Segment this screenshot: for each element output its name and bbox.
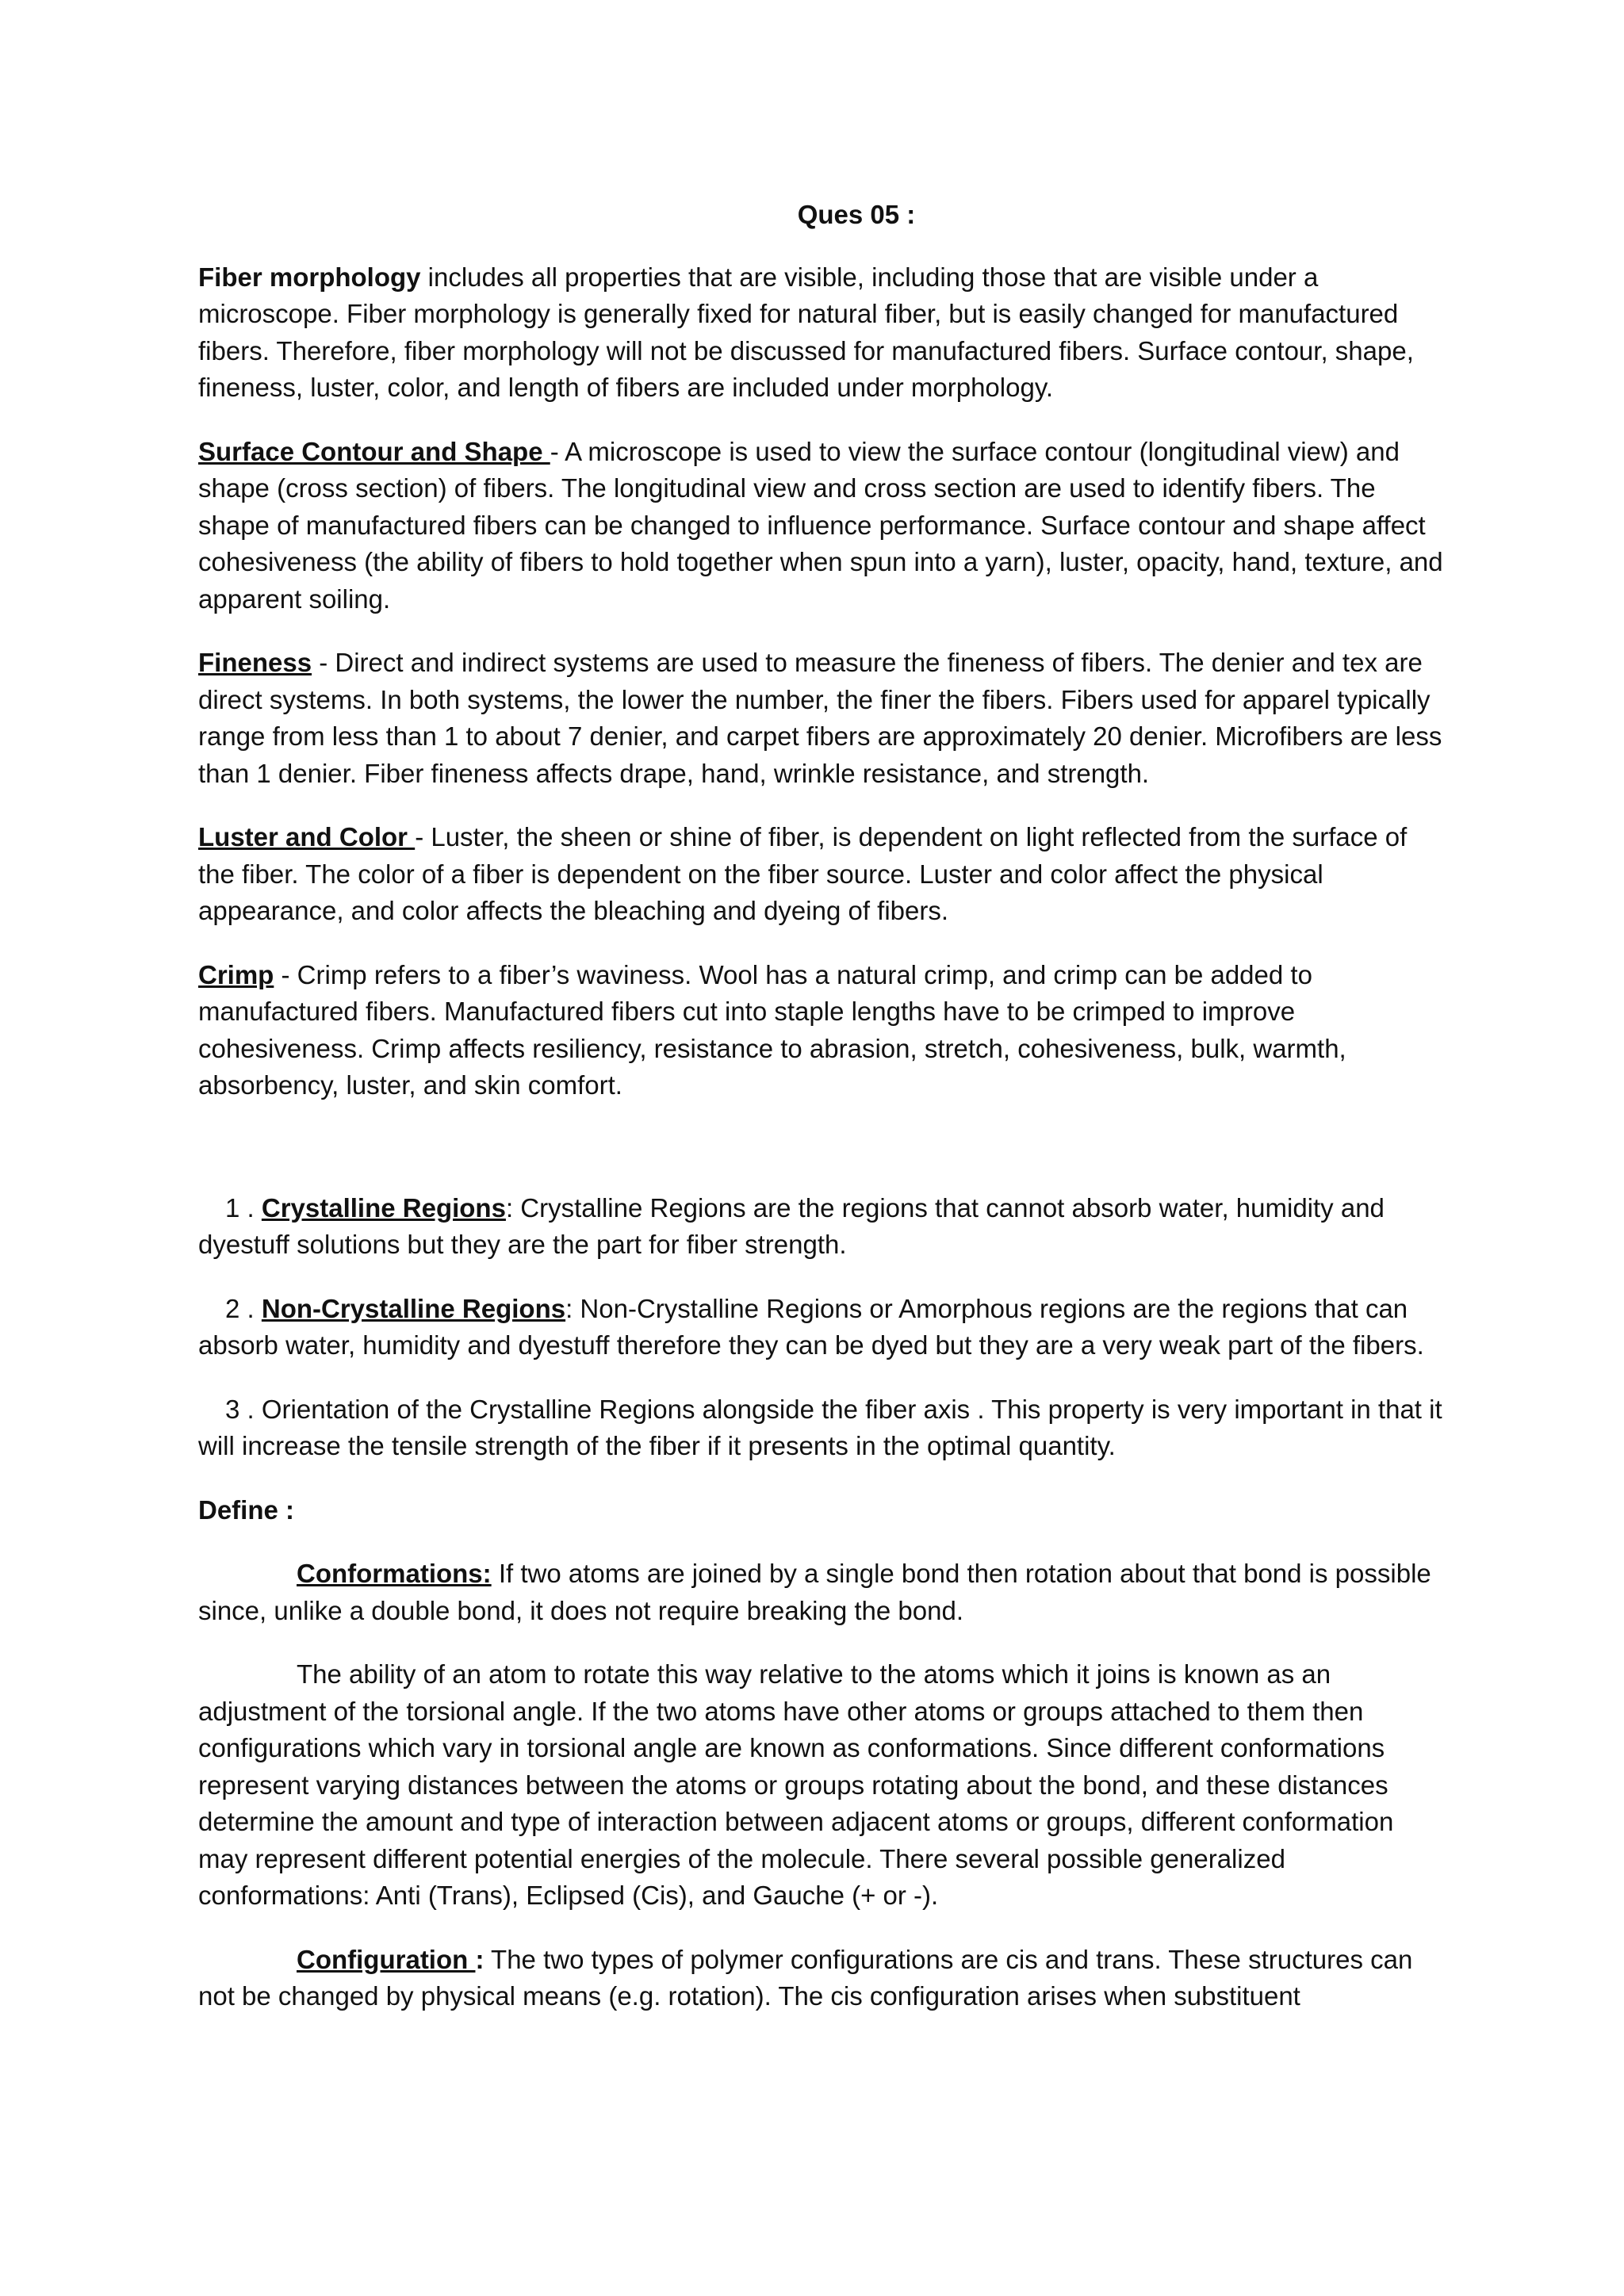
torsion-paragraph: The ability of an atom to rotate this way relative to the atoms which it joins is known as an adjustment of the torsional angle. If the two atoms have other atoms or groups attached to them then configurations which vary in torsional angle are known as conformations. Since different conformations represent varying distances between the atoms or groups rotating about the bond, and these distances determine the amount and type of interaction between adjacent atoms or groups, different conformation may represent different potential energies of the molecule. There several possible generalized conformations: Anti (Trans), Eclipsed (Cis), and Gauche (+ or -). xyxy=(198,1659,1394,1910)
fineness-term: Fineness xyxy=(198,648,312,677)
luster-paragraph xyxy=(198,819,1443,930)
configuration-paragraph xyxy=(198,1942,1443,2015)
surface-term: Surface Contour and Shape xyxy=(198,436,550,466)
list-text: : Non-Crystalline Regions or Amorphous regions are the regions that can absorb water, humidity and dyestuff therefore they can be dyed but they are a very weak part of the fibers. xyxy=(198,1293,1424,1360)
conformations-text: If two atoms are joined by a single bond then rotation about that bond is possible since, unlike a double bond, it does not require breaking the bond. xyxy=(198,1559,1431,1625)
define-heading: Define : xyxy=(198,1494,295,1525)
configuration-term: Configuration xyxy=(297,1944,476,1974)
morphology-text: includes all properties that are visible, including those that are visible under a microscope. Fiber morphology is generally fixed for natural fiber, but is easily changed for manufactured fibers. Therefore, fiber morphology will not be discussed for manufactured fibers. Surface contour, shape, fineness, luster, color, and length of fibers are included under morphology. xyxy=(198,262,1414,402)
conformations-term: Conformations: xyxy=(297,1559,492,1588)
list-item xyxy=(198,1391,1443,1465)
morphology-paragraph xyxy=(198,259,1443,407)
configuration-text: The two types of polymer configurations are cis and trans. These structures can not be changed by physical means (e.g. rotation). The cis configuration arises when substituent xyxy=(198,1944,1413,2011)
list-item xyxy=(198,1291,1443,1364)
surface-text: - A microscope is used to view the surface contour (longitudinal view) and shape (cross section) of fibers. The longitudinal view and cross section are used to identify fibers. The shape of manufactured fibers can be changed to influence performance. Surface contour and shape affect cohesiveness (the ability of fibers to hold together when spun into a yarn), luster, opacity, hand, texture, and apparent soiling. xyxy=(198,436,1443,614)
surface-paragraph xyxy=(198,434,1443,618)
list-term: Non-Crystalline Regions xyxy=(261,1293,566,1323)
page-title: Ques 05 : xyxy=(797,200,916,229)
list-term: Crystalline Regions xyxy=(261,1192,506,1223)
list-text: Orientation of the Crystalline Regions alongside the fiber axis . This property is very important in that it will increase the tensile strength of the fiber if it presents in the optimal quantity. xyxy=(198,1394,1442,1460)
fineness-text: - Direct and indirect systems are used to measure the fineness of fibers. The denier and tex are direct systems. In both systems, the lower the number, the finer the fibers. Fibers used for apparel typically range from less than 1 to about 7 denier, and carpet fibers are approximately 20 denier. Microfibers are less than 1 denier. Fiber fineness affects drape, hand, wrinkle resistance, and strength. xyxy=(198,648,1442,788)
list-text: : Crystalline Regions are the regions that cannot absorb water, humidity and dyestuff solutions but they are the part for fiber strength. xyxy=(198,1192,1385,1259)
crimp-term: Crimp xyxy=(198,959,274,989)
crimp-paragraph xyxy=(198,957,1443,1104)
luster-term: Luster and Color xyxy=(198,822,416,851)
list-item xyxy=(198,1190,1443,1264)
blank-space xyxy=(198,1131,1443,1190)
fineness-paragraph xyxy=(198,645,1443,792)
list-number: 3 . xyxy=(225,1394,262,1424)
morphology-term: Fiber morphology xyxy=(198,262,421,292)
configuration-colon: : xyxy=(475,1944,485,1974)
crimp-text: - Crimp refers to a fiber’s waviness. Wool has a natural crimp, and crimp can be added to manufactured fibers. Manufactured fibers cut into staple lengths have to be crimped to improve cohesiveness. Crimp affects resiliency, resistance to abrasion, stretch, cohesiveness, bulk, warmth, absorbency, luster, and skin comfort. xyxy=(198,959,1346,1100)
conformations-paragraph xyxy=(198,1556,1443,1629)
list-number: 1 . xyxy=(225,1192,262,1223)
document-body xyxy=(198,197,1443,2042)
luster-text: - Luster, the sheen or shine of fiber, is dependent on light reflected from the surface of the fiber. The color of a fiber is dependent on the fiber source. Luster and color affect the physical appearance, and color affects the bleaching and dyeing of fibers. xyxy=(198,822,1408,925)
list-number: 2 . xyxy=(225,1293,262,1323)
